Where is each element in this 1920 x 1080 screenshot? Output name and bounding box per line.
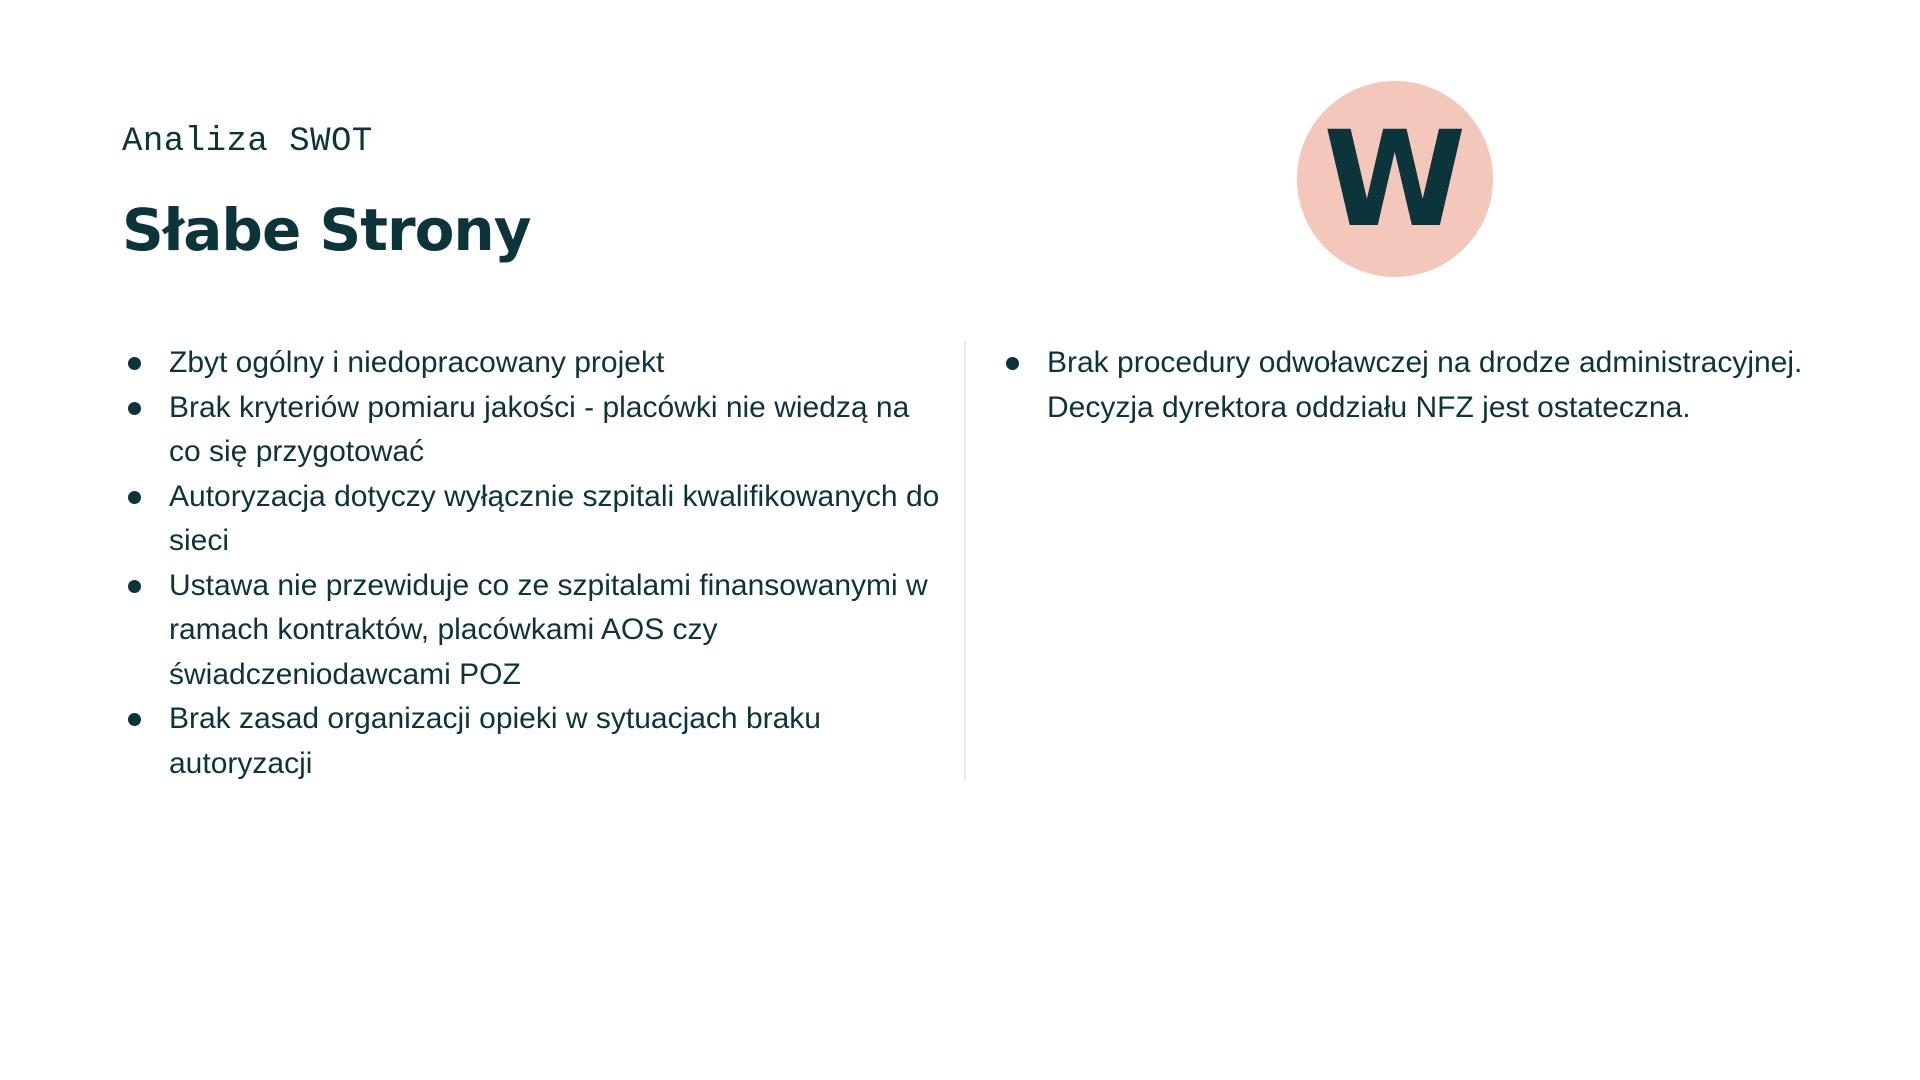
badge-letter: W bbox=[1323, 103, 1467, 257]
weakness-list-right bbox=[1000, 341, 1820, 430]
left-column bbox=[122, 341, 942, 786]
list-item: Brak zasad organizacji opieki w sytuacjach braku autoryzacji bbox=[122, 697, 942, 786]
list-item: Brak procedury odwoławczej na drodze administracyjnej. Decyzja dyrektora oddziału NFZ jest ostateczna. bbox=[1000, 341, 1820, 430]
list-item: Brak kryteriów pomiaru jakości - placówki nie wiedzą na co się przygotować bbox=[122, 386, 942, 475]
list-item: Ustawa nie przewiduje co ze szpitalami finansowanymi w ramach kontraktów, placówkami AOS czy świadczeniodawcami POZ bbox=[122, 564, 942, 698]
page-title: Słabe Strony bbox=[122, 196, 531, 264]
list-item: Zbyt ogólny i niedopracowany projekt bbox=[122, 341, 942, 386]
swot-letter-badge bbox=[1297, 81, 1493, 277]
weakness-list-left bbox=[122, 341, 942, 786]
right-column bbox=[1000, 341, 1820, 430]
column-divider bbox=[964, 341, 966, 781]
section-label: Analiza SWOT bbox=[122, 123, 373, 161]
list-item: Autoryzacja dotyczy wyłącznie szpitali kwalifikowanych do sieci bbox=[122, 475, 942, 564]
